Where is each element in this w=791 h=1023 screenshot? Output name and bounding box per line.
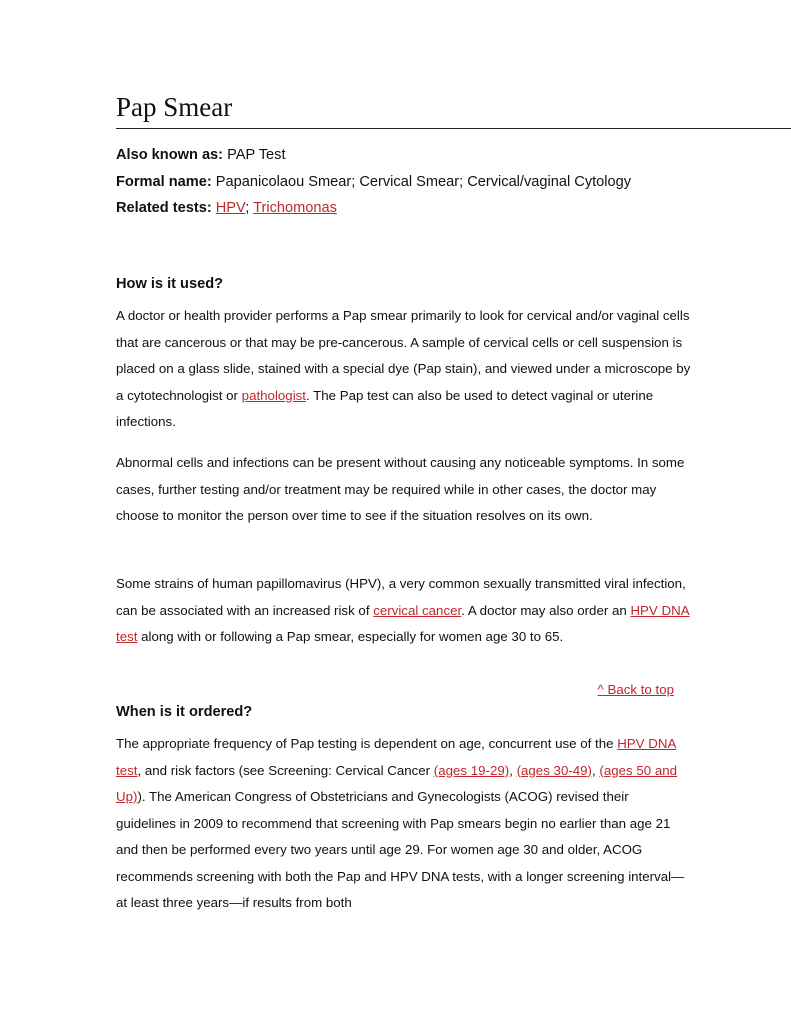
section-heading-when-ordered: When is it ordered? (116, 704, 253, 720)
related-tests-label: Related tests: (116, 200, 212, 216)
ages-30-49-link[interactable]: (ages 30-49) (516, 762, 592, 778)
title-divider (116, 128, 791, 129)
test-meta (116, 142, 716, 222)
formal-name-value: Papanicolaou Smear; Cervical Smear; Cervical/vaginal Cytology (215, 173, 632, 190)
back-to-top-link[interactable]: ^ Back to top (597, 682, 674, 697)
related-tests-separator: ; (245, 200, 250, 216)
pathologist-link[interactable]: pathologist (241, 387, 306, 403)
section-heading-how-used: How is it used? (116, 276, 224, 292)
related-tests (116, 195, 716, 222)
ages-19-29-link[interactable]: (ages 19-29) (433, 762, 510, 778)
text: . The Pap test can also be used to detect vaginal or uterine infections. (116, 387, 654, 429)
related-test-link-trichomonas[interactable]: Trichomonas (253, 200, 337, 216)
text: . A doctor may also order an (461, 602, 627, 618)
page-title: Pap Smear (116, 92, 233, 122)
also-known-label: Also known as: (116, 147, 224, 163)
paragraph-how-used-2: Abnormal cells and infections can be present without causing any noticeable symptoms. In some cases, further testing and/or treatment may be required while in other cases, the doctor may choose to monitor the person over time to see if the situation resolves on its own. (116, 455, 685, 523)
formal-name-label: Formal name: (116, 173, 212, 190)
hpv-dna-test-link[interactable]: HPV DNA test (116, 602, 690, 644)
ages-50-up-link[interactable]: (ages 50 and Up) (116, 762, 678, 804)
cervical-cancer-link[interactable]: cervical cancer (373, 602, 462, 618)
paragraph-how-used-3 (116, 571, 691, 651)
formal-name (116, 169, 716, 196)
also-known-as (116, 142, 716, 169)
text: , and risk factors (see Screening: Cervical Cancer (137, 762, 431, 778)
text: ). The American Congress of Obstetricians and Gynecologists (ACOG) revised their guidelines in 2009 to recommend that screening with Pap smears begin no earlier than age 21 and then be performed every two years until age 29. For women age 30 and older, ACOG recommends screening with both the Pap and HPV DNA tests, with a longer screening interval—at least three years—if results from both (116, 789, 685, 910)
also-known-value: PAP Test (227, 147, 286, 163)
text: along with or following a Pap smear, especially for women age 30 to 65. (141, 629, 564, 644)
paragraph-when-ordered-1: The appropriate frequency of Pap testing is dependent on age, concurrent use of the HPV DNA test, and risk factors (see Screening: Cervical Cancer (ages 19-29), (ages 30-49), (ages 50 and Up)). The American Congress of Obstetricians and Gynecologists (ACOG) revised their guidelines in 2009 to recommend that screening with Pap smears begin no earlier than age 21 and then be performed every two years until age 29. For women age 30 and older, ACOG recommends screening with both the Pap and HPV DNA tests, with a longer screening interval—at least three years—if results from both (116, 736, 685, 910)
related-test-link-hpv[interactable]: HPV (215, 200, 246, 216)
hpv-dna-test-link-2[interactable]: HPV DNA test (116, 736, 677, 778)
paragraph-how-used-1 (116, 303, 691, 436)
text: A doctor or health provider performs a Pap smear primarily to look for cervical and/or vaginal cells that are cancerous or that may be pre-cancerous. A sample of cervical cells or cell suspension is placed on a glass slide, stained with a special dye (Pap stain), and viewed under a microscope by a cytotechnologist or (116, 308, 691, 403)
text: The appropriate frequency of Pap testing is dependent on age, concurrent use of the (116, 736, 614, 751)
text: Some strains of human papillomavirus (HPV), a very common sexually transmitted viral infection, can be associated with an increased risk of (116, 576, 686, 618)
